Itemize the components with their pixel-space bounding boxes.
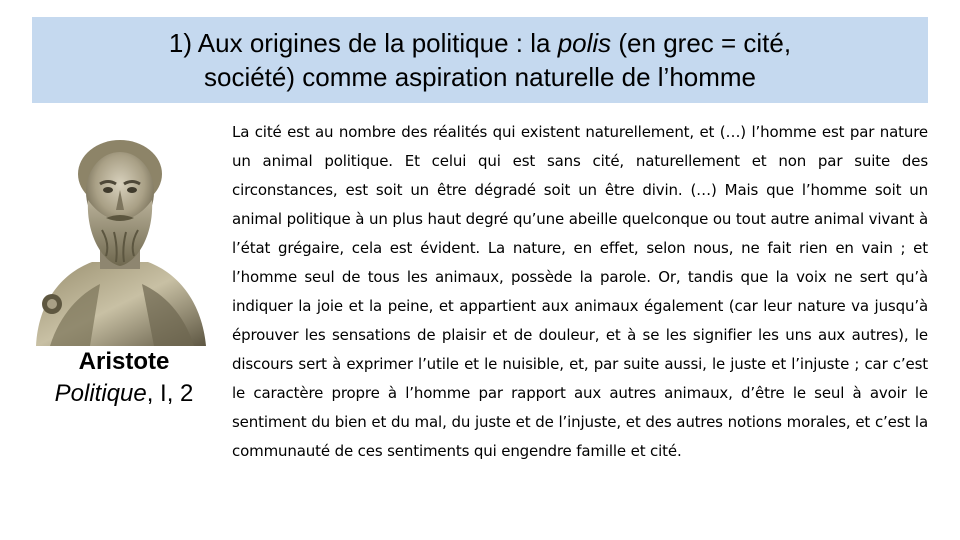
slide-title	[32, 17, 928, 103]
author-work	[34, 378, 214, 410]
author-work-ref: , I, 2	[146, 380, 194, 407]
title-text-2: (en grec = cité,	[611, 28, 792, 58]
author-work-title: Politique	[54, 380, 147, 407]
title-line-1	[169, 26, 791, 60]
title-line-2: société) comme aspiration naturelle de l’homme	[203, 62, 757, 92]
title-text-1: 1) Aux origines de la politique : la	[168, 28, 558, 58]
author-name: Aristote	[78, 348, 170, 375]
aristotle-bust-icon	[30, 134, 210, 346]
quote-text: La cité est au nombre des réalités qui existent naturellement, et (…) l’homme est par nature un animal politique. Et celui qui est sans cité, naturellement et non par suite des circonstances, est soit un être dégradé soit un être divin. (…) Mais que l’homme soit un animal politique à un plus haut degré qu’une abeille quelconque ou tout autre animal vivant à l’état grégaire, cela est évident. La nature, en effet, selon nous, ne fait rien en vain ; et l’homme seul de tous les animaux, possède la parole. Or, tandis que la voix ne sert qu’à indiquer la joie et la peine, et appartient aux animaux également (car leur nature va jusqu’à éprouver les sensations de plaisir et de douleur, et à se les signifier les uns aux autres), le discours sert à exprimer l’utile et le nuisible, et, par suite aussi, le juste et l’injuste ; car c’est le caractère propre à l’homme par rapport aux autres animaux, d’être le seul à avoir le sentiment du bien et du mal, du juste et de l’injuste, et des autres notions morales, et c’est la communauté de ces sentiments qui engendre famille et cité.	[232, 123, 928, 460]
author-caption	[34, 346, 214, 410]
title-polis: polis	[557, 28, 612, 58]
